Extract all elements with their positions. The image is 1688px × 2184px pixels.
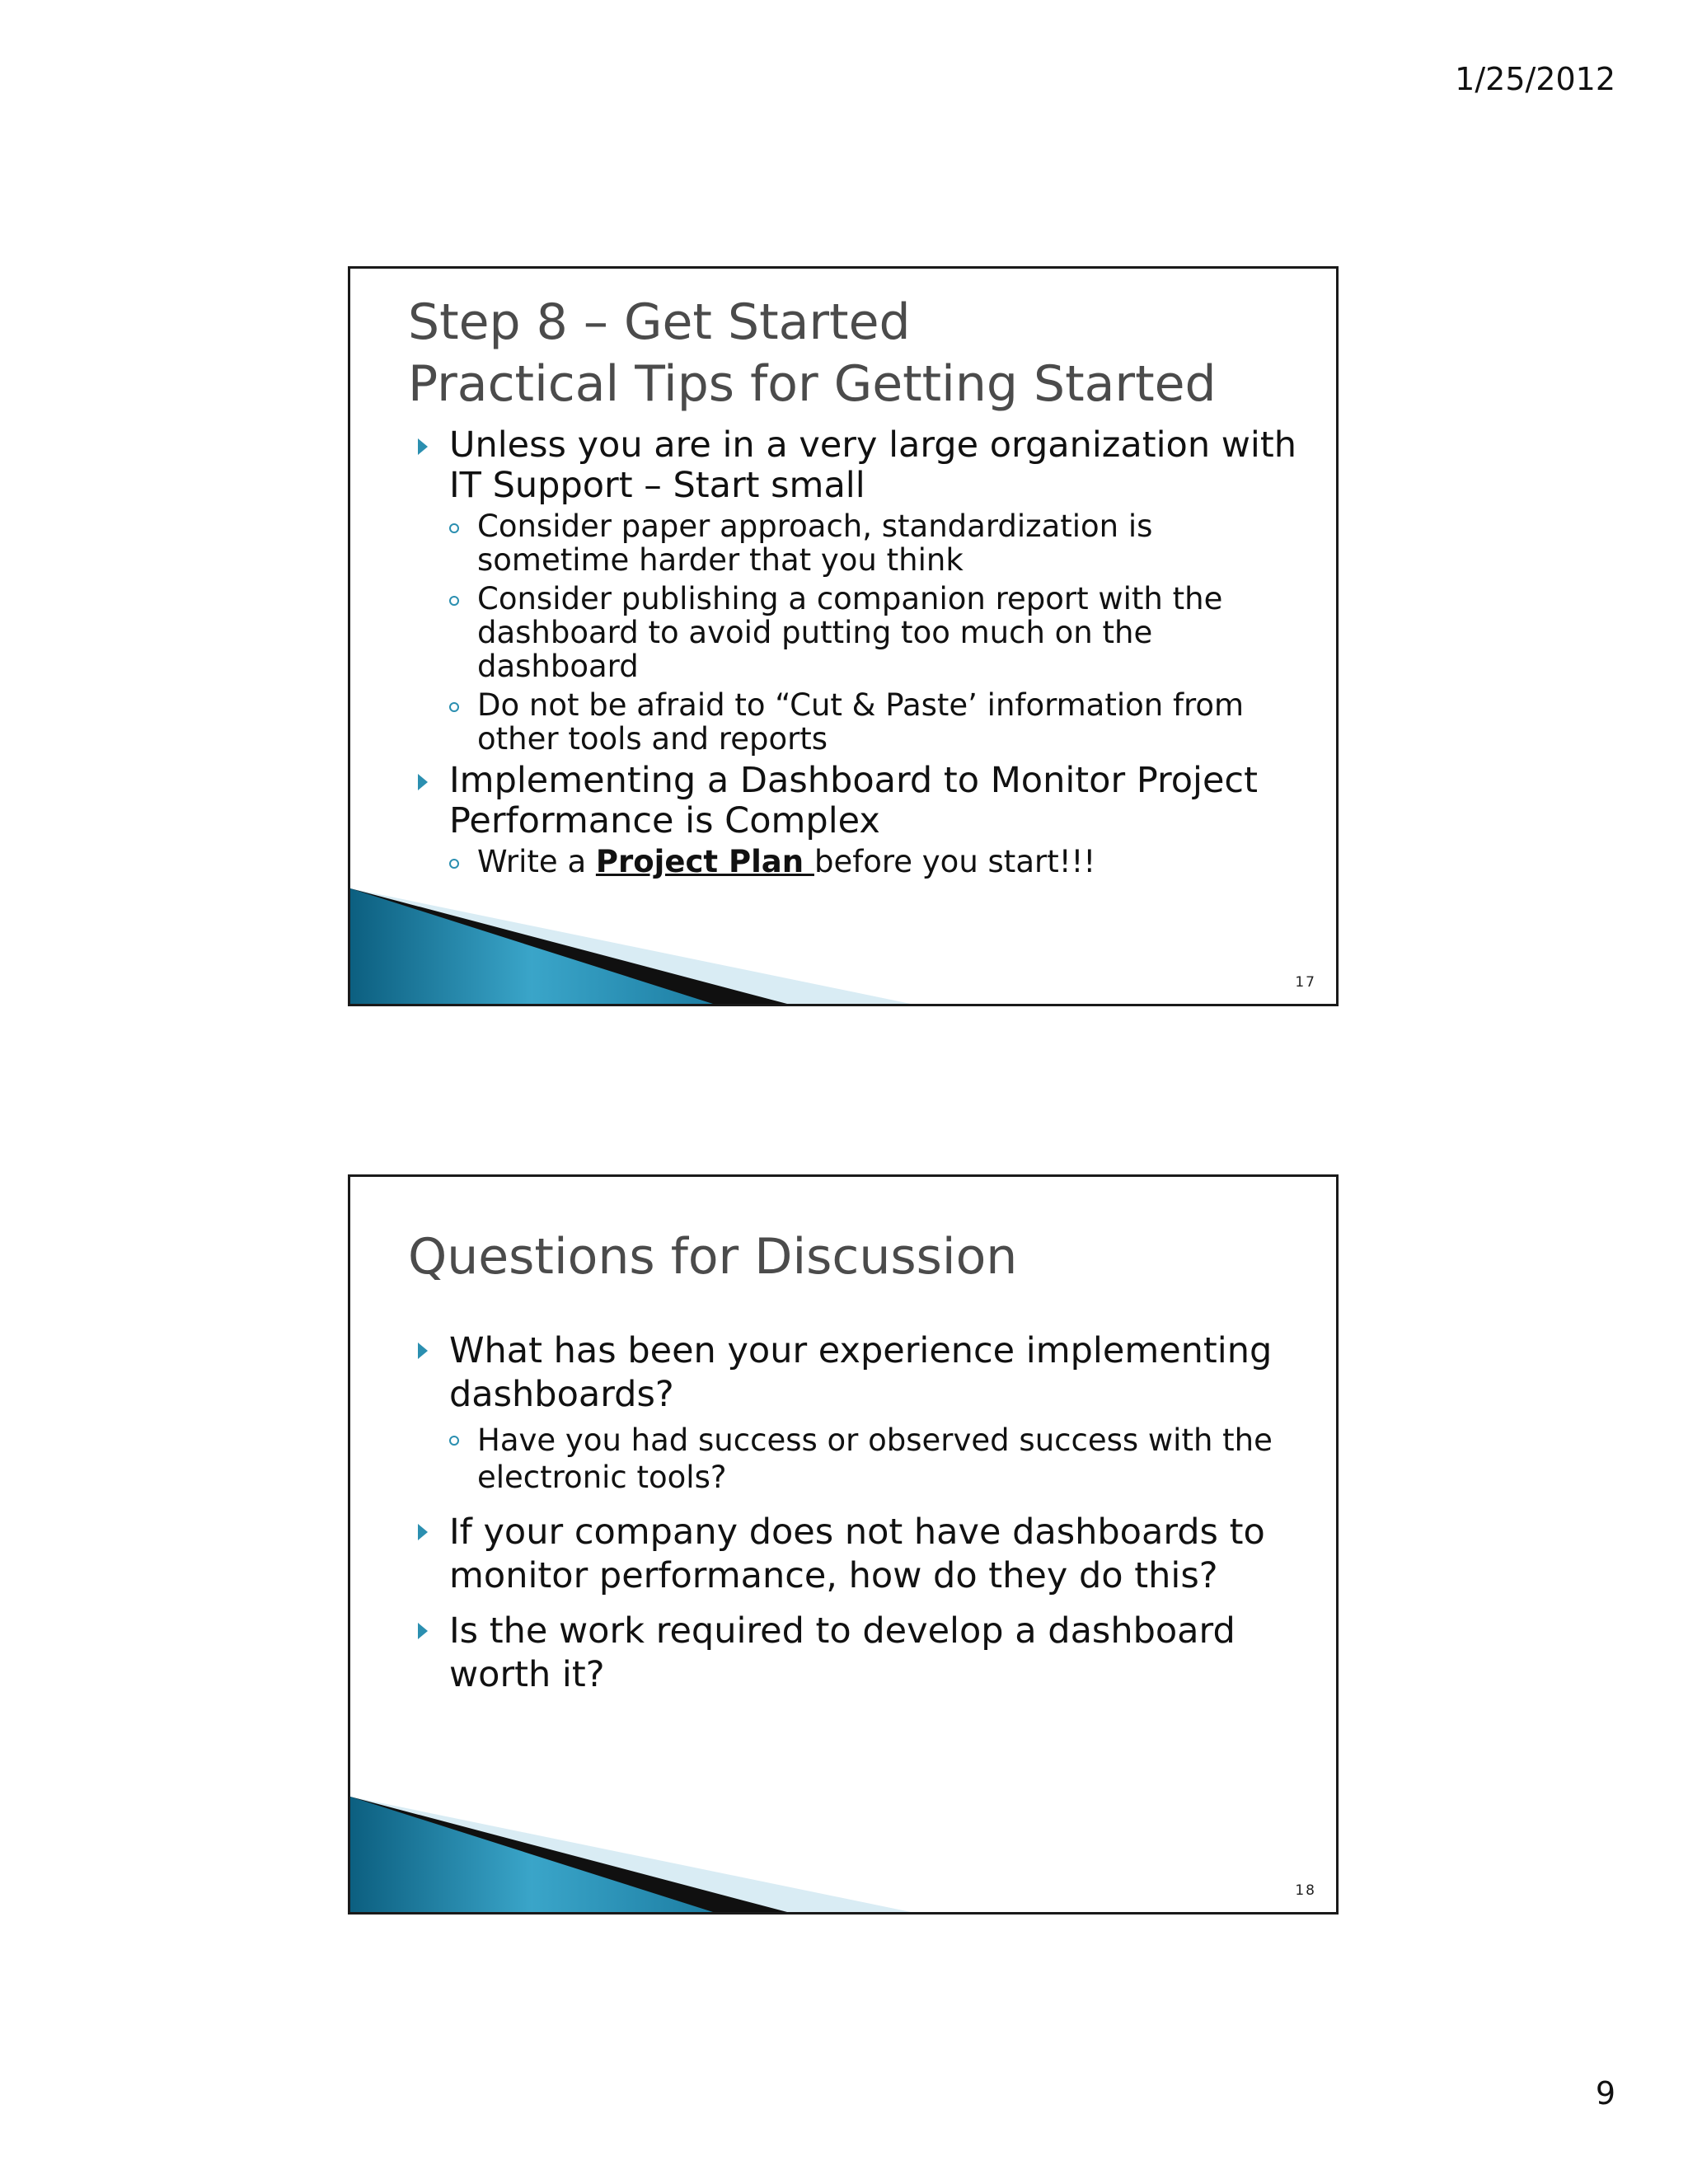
- bullet-arrow-icon: [418, 1524, 428, 1540]
- slide-title: [408, 292, 1217, 415]
- sub-bullet-text: Have you had success or observed success with the electronic tools?: [477, 1422, 1273, 1495]
- bullet-item: [418, 761, 1303, 841]
- sub-bullet-text: Consider publishing a companion report with the dashboard to avoid putting too much on the dashboard: [477, 581, 1223, 684]
- title-line: Practical Tips for Getting Started: [408, 355, 1217, 413]
- bullet-item: [418, 1511, 1303, 1598]
- sub-bullet-text: before you start!!!: [814, 844, 1096, 879]
- title-line: Questions for Discussion: [408, 1228, 1018, 1286]
- sub-bullet-item: [418, 688, 1303, 756]
- page-date: 1/25/2012: [1455, 61, 1615, 97]
- bullet-circle-icon: [449, 859, 459, 869]
- bullet-text: What has been your experience implementing dashboards?: [449, 1330, 1273, 1415]
- page-number: 9: [1595, 2075, 1615, 2111]
- bullet-text: Unless you are in a very large organization with IT Support – Start small: [449, 424, 1296, 506]
- bullet-text: Is the work required to develop a dashboard worth it?: [449, 1610, 1236, 1695]
- slide-footer-swoosh: [350, 1797, 1336, 1912]
- slide-18: [348, 1174, 1339, 1915]
- slide-number: 17: [1295, 974, 1316, 991]
- bullet-text: Implementing a Dashboard to Monitor Project Performance is Complex: [449, 760, 1258, 841]
- bullet-arrow-icon: [418, 1343, 428, 1359]
- slide-content: [418, 425, 1303, 883]
- bullet-item: [418, 1329, 1303, 1417]
- title-line: Step 8 – Get Started: [408, 293, 911, 351]
- bullet-item: [418, 1610, 1303, 1697]
- sub-bullet-item: [418, 582, 1303, 683]
- bullet-text: If your company does not have dashboards to monitor performance, how do they do this?: [449, 1511, 1265, 1596]
- bullet-item: [418, 425, 1303, 506]
- bullet-circle-icon: [449, 702, 459, 712]
- sub-bullet-text: Consider paper approach, standardization is sometime harder that you think: [477, 509, 1153, 578]
- bullet-arrow-icon: [418, 774, 428, 790]
- slide-footer-swoosh: [350, 888, 1336, 1004]
- bullet-circle-icon: [449, 523, 459, 533]
- sub-bullet-item: [418, 1422, 1303, 1496]
- slide-number: 18: [1295, 1882, 1316, 1899]
- bullet-arrow-icon: [418, 438, 428, 455]
- slide-content: [418, 1329, 1303, 1708]
- bullet-circle-icon: [449, 596, 459, 606]
- sub-bullet-item: [418, 509, 1303, 577]
- slide-title: [408, 1226, 1017, 1288]
- project-plan-link[interactable]: Project Plan: [595, 844, 814, 879]
- sub-bullet-text: Write a: [477, 844, 596, 879]
- bullet-arrow-icon: [418, 1623, 428, 1639]
- slide-17: [348, 266, 1339, 1006]
- bullet-circle-icon: [449, 1436, 459, 1446]
- sub-bullet-item: [418, 845, 1303, 879]
- sub-bullet-text: Do not be afraid to “Cut & Paste’ information from other tools and reports: [477, 687, 1245, 757]
